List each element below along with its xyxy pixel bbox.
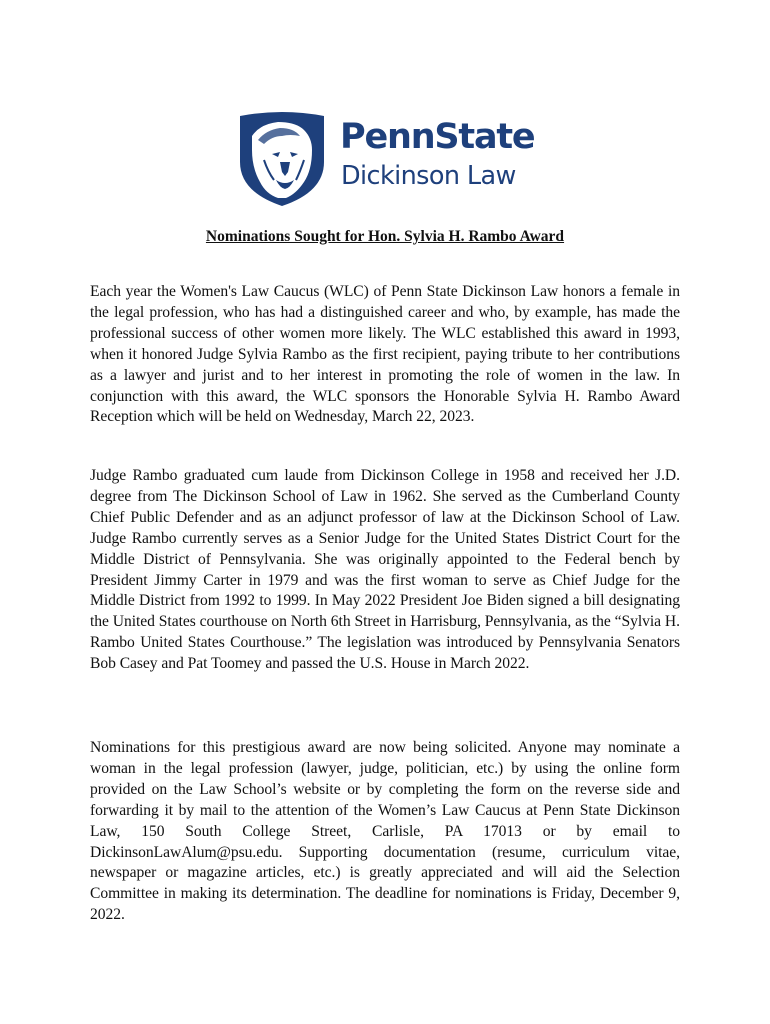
paragraph-nomination-instructions: Nominations for this prestigious award are now being solicited. Anyone may nominate a woman in the legal profession (lawyer, judge, politician, etc.) by using the online form provided on the Law School’s website or by completing the form on the reverse side and forwarding it by mail to the attention of the Women’s Law Caucus at Penn State Dickinson Law, 150 South College Street, Carlisle, PA 17013 or by email to DickinsonLawAlum@psu.edu. Supporting documentation (resume, curriculum vitae, newspaper or magazine articles, etc.) is greatly appreciated and will aid the Selection Committee in making its determination. The deadline for nominations is Friday, December 9, 2022. bbox=[90, 739, 680, 924]
logo-brand-top: PennState bbox=[340, 117, 535, 157]
paragraph-judge-biography: Judge Rambo graduated cum laude from Dickinson College in 1958 and received her J.D. degree from The Dickinson School of Law in 1962. She served as the Cumberland County Chief Public Defender and as an adjunct professor of law at the Dickinson School of Law. Judge Rambo currently serves as a Senior Judge for the United States District Court for the Middle District of Pennsylvania. She was originally appointed to the Federal bench by President Jimmy Carter in 1979 and was the first woman to serve as Chief Judge for the Middle District from 1992 to 1999. In May 2022 President Joe Biden signed a bill designating the United States courthouse on North 6th Street in Harrisburg, Pennsylvania, as the “Sylvia H. Rambo United States Courthouse.” The legislation was introduced by Pennsylvania Senators Bob Casey and Pat Toomey and passed the U.S. House in March 2022. bbox=[90, 467, 680, 673]
penn-state-dickinson-law-logo bbox=[238, 110, 538, 210]
paragraph-award-description: Each year the Women's Law Caucus (WLC) of Penn State Dickinson Law honors a female in the legal profession, who has had a distinguished career and who, by example, has made the professional success of other women more likely. The WLC established this award in 1993, when it honored Judge Sylvia Rambo as the first recipient, paying tribute to her contributions as a lawyer and jurist and to her interest in promoting the role of women in the law. In conjunction with this award, the WLC sponsors the Honorable Sylvia H. Rambo Award Reception which will be held on Wednesday, March 22, 2023. bbox=[90, 283, 680, 426]
nittany-lion-shield-icon bbox=[240, 112, 324, 206]
logo-brand-bottom: Dickinson Law bbox=[341, 161, 516, 191]
document-title: Nominations Sought for Hon. Sylvia H. Rambo Award bbox=[205, 228, 565, 245]
